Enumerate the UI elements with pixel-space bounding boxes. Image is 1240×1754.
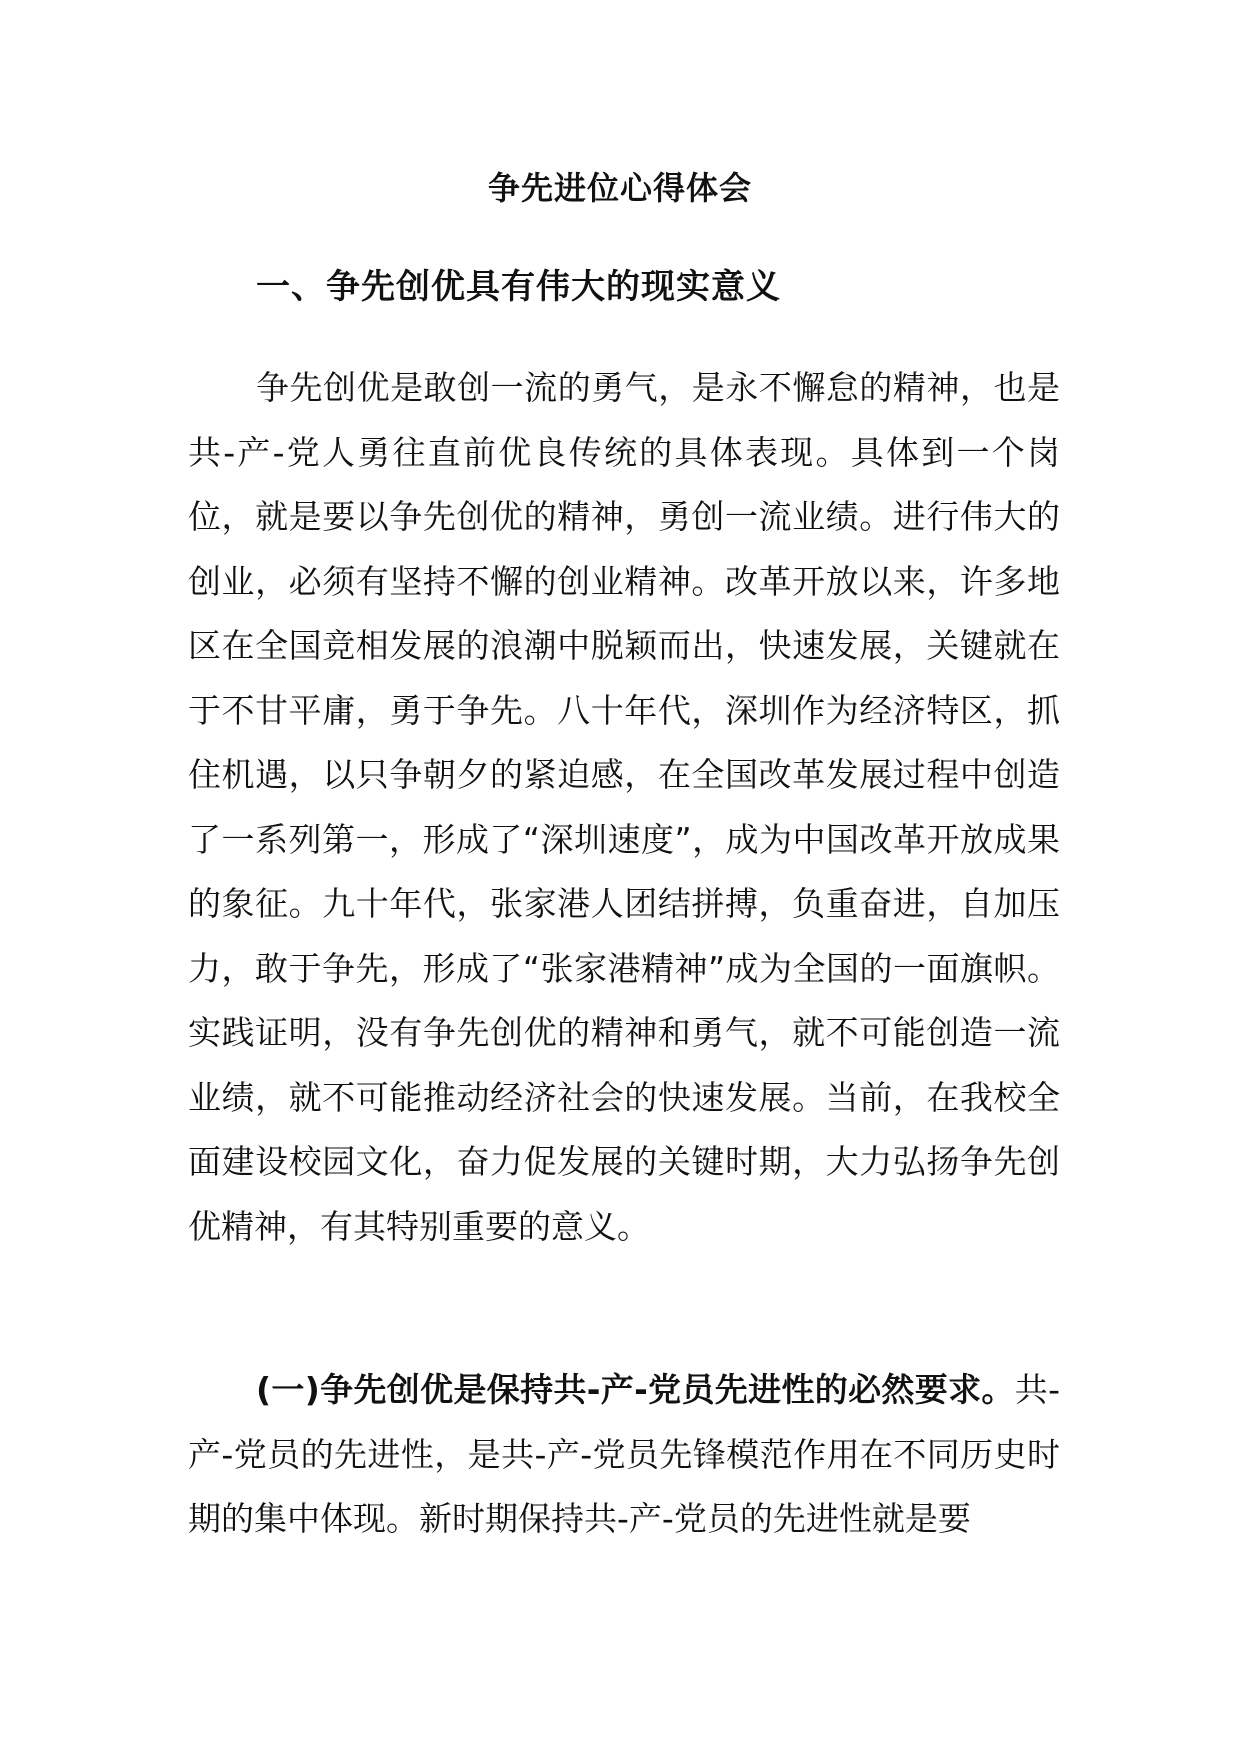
section-heading-1: 一、争先创优具有伟大的现实意义 (256, 267, 781, 307)
sub-heading-1: (一)争先创优是保持共-产-党员先进性的必然要求。 (256, 1370, 1015, 1409)
paragraph-2-text: 共-产-党员的先进性，是共-产-党员先锋模范作用在不同历史时期的集中体现。新时期保持共-产-党员的先进性就是要 (188, 1370, 1060, 1538)
paragraph-2 (188, 1358, 1060, 1552)
document-title: 争先进位心得体会 (487, 169, 752, 207)
paragraph-1: 争先创优是敢创一流的勇气，是永不懈怠的精神，也是共-产-党人勇往直前优良传统的具体表现。具体到一个岗位，就是要以争先创优的精神，勇创一流业绩。进行伟大的创业，必须有坚持不懈的创业精神。改革开放以来，许多地区在全国竞相发展的浪潮中脱颖而出，快速发展，关键就在于不甘平庸，勇于争先。八十年代，深圳作为经济特区，抓住机遇，以只争朝夕的紧迫感，在全国改革发展过程中创造了一系列第一，形成了“深圳速度”，成为中国改革开放成果的象征。九十年代，张家港人团结拼搏，负重奋进，自加压力，敢于争先，形成了“张家港精神”成为全国的一面旗帜。实践证明，没有争先创优的精神和勇气，就不可能创造一流业绩，就不可能推动经济社会的快速发展。当前，在我校全面建设校园文化，奋力促发展的关键时期，大力弘扬争先创优精神，有其特别重要的意义。 (188, 368, 1060, 1246)
